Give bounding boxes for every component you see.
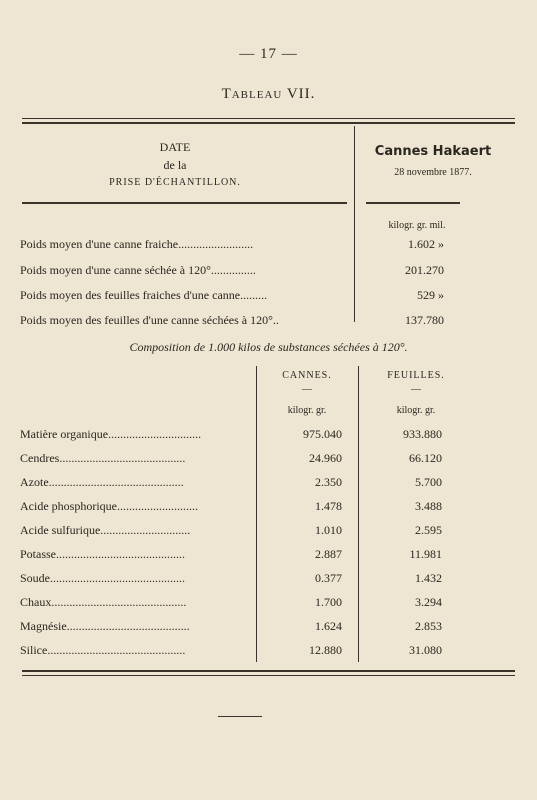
- bottom-rule-thin: [22, 675, 515, 676]
- cannes-value: 2.887: [315, 547, 342, 561]
- date-header-line2: de la: [163, 158, 187, 172]
- cannes-value: 24.960: [309, 451, 342, 465]
- top-row-label: Poids moyen d'une canne fraiche.........................: [20, 237, 254, 251]
- cannes-value: 1.700: [315, 595, 342, 609]
- table-title-text: Tableau VII.: [221, 86, 316, 102]
- top-rule-thick: [22, 122, 515, 124]
- composition-row-label: Chaux.............................................: [20, 595, 187, 609]
- composition-row-label: Cendres..........................................: [20, 451, 186, 465]
- variety-header: [358, 144, 508, 178]
- feuilles-value: 1.432: [415, 571, 442, 585]
- composition-row-label: Acide phosphorique...........................: [20, 499, 198, 513]
- top-row-value: 1.602 »: [408, 237, 444, 251]
- top-row-label: Poids moyen des feuilles fraiches d'une canne.........: [20, 288, 268, 302]
- composition-row-label: Silice..............................................: [20, 643, 186, 657]
- composition-row-label: Azote.............................................: [20, 475, 184, 489]
- top-row-value: 137.780: [405, 313, 444, 327]
- column-header-feuilles: FEUILLES.: [387, 370, 445, 381]
- cannes-value: 1.010: [315, 523, 342, 537]
- composition-row-label: Magnésie.........................................: [20, 619, 190, 633]
- cannes-value: 1.624: [315, 619, 342, 633]
- feuilles-value: 2.595: [415, 523, 442, 537]
- cannes-value: 0.377: [315, 571, 342, 585]
- cannes-value: 975.040: [303, 427, 342, 441]
- top-row-label: Poids moyen des feuilles d'une canne séchées à 120°..: [20, 313, 279, 327]
- feuilles-value: 2.853: [415, 619, 442, 633]
- header-rule-left: [22, 202, 347, 204]
- feuilles-value: 933.880: [403, 427, 442, 441]
- bottom-rule-thick: [22, 670, 515, 672]
- page-number: — 17 —: [239, 46, 298, 62]
- cannes-value: 2.350: [315, 475, 342, 489]
- date-header-line1: DATE: [159, 140, 191, 154]
- cannes-value: 12.880: [309, 643, 342, 657]
- header-divider: [354, 126, 355, 322]
- feuilles-value: 11.981: [409, 547, 442, 561]
- composition-row-label: Matière organique...............................: [20, 427, 202, 441]
- cannes-value: 1.478: [315, 499, 342, 513]
- column-divider-right: [358, 366, 359, 662]
- column-divider-left: [256, 366, 257, 662]
- header-rule-right: [366, 202, 460, 204]
- end-rule: [218, 716, 262, 717]
- composition-row-label: Potasse...........................................: [20, 547, 185, 561]
- feuilles-value: 66.120: [409, 451, 442, 465]
- composition-row-label: Acide sulfurique..............................: [20, 523, 191, 537]
- top-row-label: Poids moyen d'une canne séchée à 120°...............: [20, 263, 256, 277]
- feuilles-value: 31.080: [409, 643, 442, 657]
- table-title: [0, 86, 537, 103]
- date-header-line3: PRISE D'ÉCHANTILLON.: [109, 177, 241, 188]
- column-header-cannes: CANNES.: [282, 370, 332, 381]
- column-dash-feuilles: —: [411, 384, 421, 395]
- composition-title: Composition de 1.000 kilos de substances séchées à 120°.: [129, 340, 408, 354]
- feuilles-value: 3.294: [415, 595, 442, 609]
- composition-row-label: Soude.............................................: [20, 571, 185, 585]
- feuilles-value: 5.700: [415, 475, 442, 489]
- top-row-value: 201.270: [405, 263, 444, 277]
- column-dash-cannes: —: [302, 384, 312, 395]
- unit-cannes: kilogr. gr.: [287, 405, 327, 416]
- top-units: kilogr. gr. mil.: [388, 220, 446, 231]
- variety-name: Cannes Hakaert: [374, 144, 492, 159]
- top-rule-thin: [22, 118, 515, 119]
- top-row-value: 529 »: [417, 288, 444, 302]
- feuilles-value: 3.488: [415, 499, 442, 513]
- date-header: [60, 138, 290, 192]
- unit-feuilles: kilogr. gr.: [396, 405, 436, 416]
- sample-date: 28 novembre 1877.: [394, 167, 472, 178]
